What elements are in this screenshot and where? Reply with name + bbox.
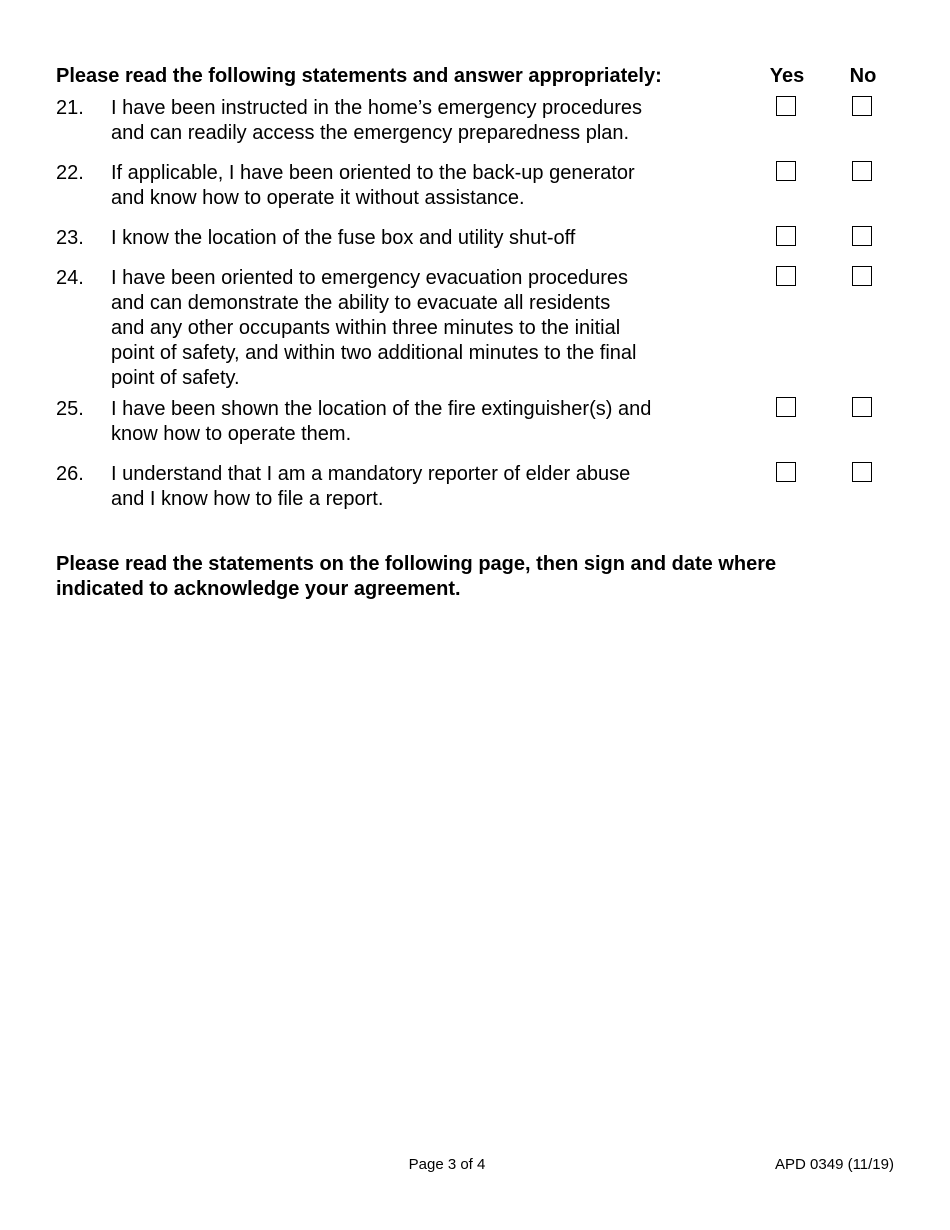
question-number: 25.: [56, 398, 84, 420]
question-26-no-checkbox[interactable]: [852, 462, 872, 482]
question-number: 21.: [56, 97, 84, 119]
page-number: Page 3 of 4: [408, 1156, 486, 1173]
question-21-yes-checkbox[interactable]: [776, 96, 796, 116]
question-text-line: I know the location of the fuse box and utility shut-off: [111, 227, 576, 249]
question-21-no-checkbox[interactable]: [852, 96, 872, 116]
question-text-line: point of safety.: [111, 367, 240, 389]
question-text-line: know how to operate them.: [111, 423, 352, 445]
question-text: [111, 266, 711, 391]
question-22-no-checkbox[interactable]: [852, 161, 872, 181]
question-text-line: I have been oriented to emergency evacuation procedures: [111, 267, 629, 289]
question-text-line: and can demonstrate the ability to evacuate all residents: [111, 292, 611, 314]
closing-line: Please read the statements on the following page, then sign and date where: [56, 553, 777, 575]
question-22-yes-checkbox[interactable]: [776, 161, 796, 181]
question-text-line: and know how to operate it without assistance.: [111, 187, 525, 209]
question-number: 26.: [56, 463, 84, 485]
question-25-no-checkbox[interactable]: [852, 397, 872, 417]
instructions-heading: Please read the following statements and answer appropriately:: [56, 65, 662, 87]
question-24-no-checkbox[interactable]: [852, 266, 872, 286]
question-number: 23.: [56, 227, 84, 249]
question-text-line: and I know how to file a report.: [111, 488, 384, 510]
question-23-no-checkbox[interactable]: [852, 226, 872, 246]
question-text-line: I have been shown the location of the fire extinguisher(s) and: [111, 398, 652, 420]
closing-instructions: [56, 552, 896, 602]
question-26-yes-checkbox[interactable]: [776, 462, 796, 482]
questionnaire-header: [56, 64, 896, 88]
question-text-line: I understand that I am a mandatory reporter of elder abuse: [111, 463, 631, 485]
question-text-line: If applicable, I have been oriented to the back-up generator: [111, 162, 635, 184]
no-column-header: No: [849, 65, 877, 87]
question-23-yes-checkbox[interactable]: [776, 226, 796, 246]
form-identifier: APD 0349 (11/19): [775, 1156, 894, 1173]
question-text: [111, 161, 711, 211]
question-text-line: and any other occupants within three minutes to the initial: [111, 317, 621, 339]
question-text-line: and can readily access the emergency preparedness plan.: [111, 122, 630, 144]
question-text-line: I have been instructed in the home’s emergency procedures: [111, 97, 643, 119]
closing-line: indicated to acknowledge your agreement.: [56, 578, 461, 600]
yes-column-header: Yes: [769, 65, 805, 87]
question-25-yes-checkbox[interactable]: [776, 397, 796, 417]
question-text-line: point of safety, and within two additional minutes to the final: [111, 342, 637, 364]
question-text: [111, 397, 711, 447]
question-text: [111, 462, 711, 512]
question-text: [111, 96, 711, 146]
question-text: [111, 226, 711, 251]
question-number: 24.: [56, 267, 84, 289]
question-24-yes-checkbox[interactable]: [776, 266, 796, 286]
question-number: 22.: [56, 162, 84, 184]
